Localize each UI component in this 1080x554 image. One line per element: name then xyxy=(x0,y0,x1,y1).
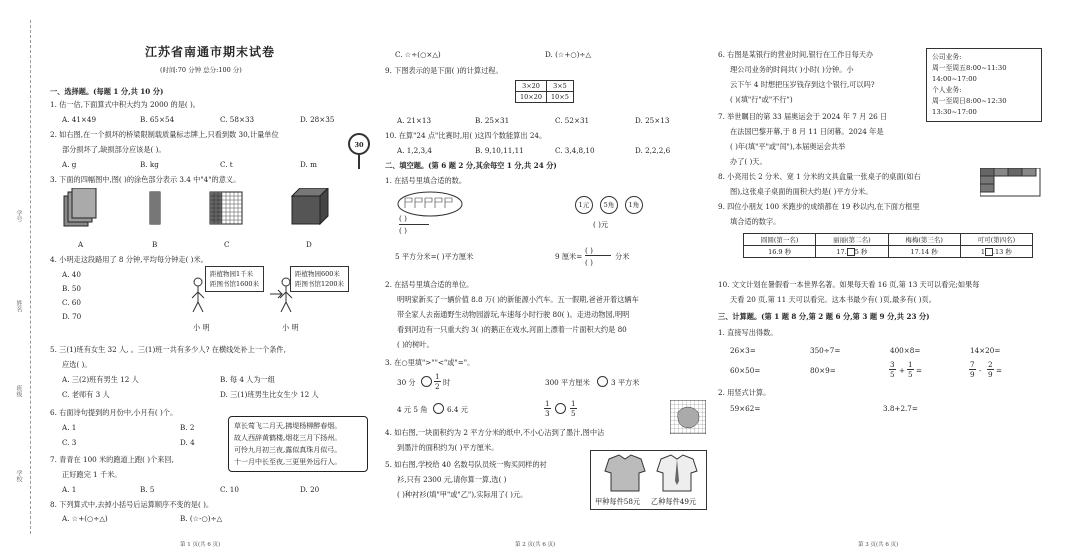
q2-d: D. m xyxy=(300,160,317,169)
shirt-a xyxy=(605,455,645,491)
q2: 2. 如右图,在一个损坏的桥梁限制载质量标志牌上,只看到数 30,计量单位 xyxy=(50,130,279,139)
frac1-a-num: 3 xyxy=(890,360,895,369)
poem-box xyxy=(228,416,368,472)
bank-line-1: 公司业务: xyxy=(932,53,962,61)
f5-line3: ( )种衬衫(填"甲"或"乙"),实际用了( )元。 xyxy=(397,490,528,499)
q10-c: C. 3,4,8,10 xyxy=(555,146,595,155)
page-subtitle: (时间:70 分钟 总分:100 分) xyxy=(160,66,242,74)
xiaoming-label-1: 小 明 xyxy=(193,323,210,332)
f7: 7. 举世瞩目的第 33 届奥运会于 2024 年 7 月 26 日 xyxy=(718,112,888,121)
f1: 1. 在括号里填合适的数。 xyxy=(385,176,467,185)
poem-line-4: 十一月中长至夜,三更里外远行人。 xyxy=(234,458,342,466)
q6: 6. 右面诗句提到的月份中,小月有( )个。 xyxy=(50,408,178,417)
f4-line2: 到墨汁的面积约为( )平方厘米。 xyxy=(397,443,499,452)
calc-1: 26×3= xyxy=(730,346,756,355)
shirt-panel xyxy=(590,450,707,510)
q2-c: C. t xyxy=(220,160,233,169)
q3-label-a: A xyxy=(78,240,84,249)
compare-circle-3[interactable] xyxy=(433,403,444,414)
f7-line4: 办了( )天。 xyxy=(730,157,767,166)
q1-a: A. 41×49 xyxy=(62,115,97,124)
load-limit-sign: 30 xyxy=(348,133,370,155)
f1-c-den: ( ) xyxy=(585,258,593,267)
f3-a-unit: 时 xyxy=(443,378,451,387)
q8-c: C. ☆÷(○×△) xyxy=(395,50,441,59)
race-val-4[interactable]: 1 .13 秒 xyxy=(960,246,1032,258)
page-title: 江苏省南通市期末试卷 xyxy=(145,45,276,59)
q7-c: C. 10 xyxy=(220,485,239,494)
page-footer-1: 第 1 页(共 6 页) xyxy=(180,542,221,548)
q6-b: B. 2 xyxy=(180,423,195,432)
compare-circle-4[interactable] xyxy=(555,403,566,414)
c2-a: 59×62= xyxy=(730,404,761,413)
q7-a: A. 1 xyxy=(62,485,77,494)
q8-a: A. ☆+(○÷△) xyxy=(62,514,108,523)
sign-end: 距植物园600米 距图书馆1200米 xyxy=(290,266,349,292)
q9-d: D. 25×13 xyxy=(635,116,670,125)
race-head-4: 可可(第四名) xyxy=(960,234,1032,246)
binding-line xyxy=(30,20,31,534)
f5-line2: 衫,只有 2300 元,请你算一算,选( ) xyxy=(397,475,507,484)
sign-start: 距植物园1千米 距图书馆1600米 xyxy=(205,266,264,292)
q4-b: B. 50 xyxy=(62,284,81,293)
calc-4: 14×20= xyxy=(970,346,1001,355)
sign-pole xyxy=(358,155,360,169)
q7-line2: 正好跑完 1 千米。 xyxy=(62,470,122,479)
q10-d: D. 2,2,2,6 xyxy=(635,146,671,155)
f8: 8. 小亮用长 2 分米、宽 1 分米的文具盒量一张桌子的桌面(如右 xyxy=(718,172,921,181)
f3-b: 300 平方厘米 xyxy=(545,378,590,387)
f3-b-right: 3 平方米 xyxy=(611,378,640,387)
shirts-figure xyxy=(591,451,708,495)
q8-d: D. (☆+○)÷△ xyxy=(545,50,591,59)
f10-line2: 天看 20 页,第 11 天可以看完。这本书最少有( )页,最多有( )页。 xyxy=(730,295,936,304)
flag-fraction-bar xyxy=(399,224,429,225)
q8-b: B. (☆-○)÷△ xyxy=(180,514,223,523)
label-student-id: 学号 xyxy=(15,210,22,222)
q6-c: C. 3 xyxy=(62,438,77,447)
q2-a: A. g xyxy=(62,160,77,169)
q5-b: B. 每 4 人为一组 xyxy=(220,375,275,384)
bank-line-2: 周一至周五8:00~11:30 xyxy=(932,64,1007,72)
q9-b: B. 25×31 xyxy=(475,116,510,125)
f2-line2: 带全家人去南通野生动物园游玩,车速每小时行驶 80( )。走进动物园,明明 xyxy=(397,310,630,319)
f6-line3: 云下午 4 时想把压岁钱存到这个银行,可以吗? xyxy=(730,80,875,89)
f7-line3: ( )年(填"平"或"闰"),本届奥运会共举 xyxy=(730,142,846,151)
q1-c: C. 58×33 xyxy=(220,115,255,124)
f9: 9. 四位小朋友 100 米跑步的成绩都在 19 秒以内,在下面方框里 xyxy=(718,202,920,211)
f5: 5. 如右图,学校给 40 名数号队员统一购买同样的衬 xyxy=(385,460,547,469)
section-choice: 一、选择题。(每题 1 分,共 10 分) xyxy=(50,87,164,96)
q8: 8. 下列算式中,去掉小括号后运算顺序不变的是( )。 xyxy=(50,500,214,509)
xiaoming-label-2: 小 明 xyxy=(282,323,299,332)
bank-line-6: 13:30~17:00 xyxy=(932,108,977,116)
f1-c: 9 厘米= xyxy=(555,252,583,261)
frac-right-den: 5 xyxy=(571,409,576,418)
binding-strip xyxy=(0,0,46,554)
calc-3: 400×8= xyxy=(890,346,921,355)
flag-blank-1: ( ) xyxy=(399,214,407,223)
figure-a-cubes xyxy=(64,188,96,226)
f2: 2. 在括号里填合适的单位。 xyxy=(385,280,474,289)
q9-a: A. 21×13 xyxy=(397,116,432,125)
calc-2: 350÷7= xyxy=(810,346,841,355)
walking-figures xyxy=(190,274,300,320)
f3-c: 4 元 5 角 xyxy=(397,405,428,414)
figure-d-cube xyxy=(292,188,328,224)
q2-line2: 部分损坏了,缺损部分应该是( )。 xyxy=(62,145,166,154)
bank-line-5: 周一至周日8:00~12:30 xyxy=(932,97,1007,105)
shirt-b xyxy=(657,455,697,491)
race-val-3: 17.14 秒 xyxy=(888,246,960,258)
frac2-op: - xyxy=(979,366,982,375)
frac2-eq: = xyxy=(996,366,1003,375)
frac1-eq: = xyxy=(916,366,923,375)
q2-b: B. kg xyxy=(140,160,159,169)
q3-label-b: B xyxy=(152,240,158,249)
section-calc: 三、计算题。(第 1 题 8 分,第 2 题 6 分,第 3 题 9 分,共 23 分) xyxy=(718,312,930,321)
q1: 1. 估一估,下面算式中积大约为 2000 的是( )。 xyxy=(50,100,200,109)
q10: 10. 在算"24 点"比赛时,用( )这四个数能算出 24。 xyxy=(385,131,547,140)
figure-c-grid xyxy=(210,192,242,224)
c1: 1. 直接写出得数。 xyxy=(718,328,778,337)
f7-line2: 在法国巴黎开幕,于 8 月 11 日闭幕。2024 年是 xyxy=(730,127,884,136)
coin-1yuan: 1元 xyxy=(575,196,593,214)
race-head-2: 丽丽(第二名) xyxy=(816,234,888,246)
f3-a-frac-num: 1 xyxy=(435,372,440,381)
c2: 2. 用竖式计算。 xyxy=(718,388,771,397)
f1-c-num: ( ) xyxy=(585,246,593,255)
race-val-1: 16.9 秒 xyxy=(744,246,816,258)
frac2-b-num: 2 xyxy=(988,360,993,369)
f6: 6. 右图是某银行的营业时间,银行在工作日每天办 xyxy=(718,50,874,59)
label-name: 姓名 xyxy=(15,300,22,312)
page-2 xyxy=(385,30,707,548)
q9-c: C. 52×31 xyxy=(555,116,590,125)
f6-line4: ( )(填"行"或"不行") xyxy=(730,95,793,104)
f2-line3: 看到河边有一只重大约 3( )的鹅正在戏水,河面上漂着一片面积大约是 80 xyxy=(397,325,627,334)
calc-6: 80×9= xyxy=(810,366,836,375)
race-val-2[interactable]: 17. 5 秒 xyxy=(816,246,888,258)
q7: 7. 青青在 100 米的跑道上跑( )个来回, xyxy=(50,455,174,464)
q9-table: 3×20 3×5 10×20 10×5 xyxy=(515,80,574,103)
q4: 4. 小明走这段路用了 8 分钟,平均每分钟走( )米。 xyxy=(50,255,208,264)
q1-b: B. 65×54 xyxy=(140,115,175,124)
q6-d: D. 4 xyxy=(180,438,195,447)
f3-c-right: 6.4 元 xyxy=(447,405,468,414)
page-footer-2: 第 2 页(共 6 页) xyxy=(515,542,556,548)
q3-label-c: C xyxy=(224,240,230,249)
f1-b: 5 平方分米=( )平方厘米 xyxy=(395,252,474,261)
race-head-3: 梅梅(第三名) xyxy=(888,234,960,246)
frac2-a-num: 7 xyxy=(970,360,975,369)
ink-grid-figure xyxy=(670,400,706,434)
poem-line-2: 故人西辞黄鹤楼,烟花三月下扬州。 xyxy=(234,434,342,442)
q10-b: B. 9,10,11,11 xyxy=(475,146,524,155)
f2-line1: 明明家新买了一辆价值 8.8 万( )的新能源小汽车。五一假期,爸爸开着这辆车 xyxy=(397,295,639,304)
q5-line2: 应选( )。 xyxy=(62,360,92,369)
coin-yuan-blank: ( )元 xyxy=(593,220,609,229)
poem-line-3: 可怜九月初三夜,露似真珠月似弓。 xyxy=(234,446,342,454)
q3-label-d: D xyxy=(306,240,312,249)
bank-hours-box xyxy=(926,48,1042,122)
q5: 5. 三(1)班有女生 32 人, 。三(1)班一共有多少人? 在横线处补上一个条件, xyxy=(50,345,286,354)
q5-d: D. 三(1)班男生比女生少 12 人 xyxy=(220,390,319,399)
q7-b: B. 5 xyxy=(140,485,155,494)
race-head-1: 圆圆(第一名) xyxy=(744,234,816,246)
desk-figure xyxy=(980,168,1042,198)
frac1-b-num: 1 xyxy=(908,360,913,369)
f8-line2: 图),这张桌子桌面的面积大约是( )平方分米。 xyxy=(730,187,873,196)
f1-c-bar xyxy=(585,255,611,256)
race-table xyxy=(743,233,1033,258)
q6-a: A. 1 xyxy=(62,423,77,432)
q4-d: D. 70 xyxy=(62,312,82,321)
coin-5jiao: 5角 xyxy=(600,196,618,214)
flag-blank-2: ( ) xyxy=(399,226,407,235)
compare-circle-1[interactable] xyxy=(421,376,432,387)
compare-circle-2[interactable] xyxy=(597,376,608,387)
frac2-b-den: 9 xyxy=(988,370,993,379)
q5-a: A. 三(2)班有男生 12 人 xyxy=(62,375,139,384)
q3-figures xyxy=(60,188,350,240)
label-school: 学校 xyxy=(15,470,22,482)
frac-right-num: 1 xyxy=(571,399,576,408)
frac-left-num: 1 xyxy=(545,399,550,408)
f3: 3. 在○里填">""<"或"="。 xyxy=(385,358,475,367)
q9: 9. 下图表示的是下面( )的计算过程。 xyxy=(385,66,503,75)
f3-a-frac-den: 2 xyxy=(435,382,440,391)
page-1 xyxy=(50,30,372,548)
f2-line4: ( )的树叶。 xyxy=(397,340,434,349)
q10-a: A. 1,2,3,4 xyxy=(397,146,432,155)
f4: 4. 如右图,一块面积约为 2 平方分米的纸中,不小心沾到了墨汁,图中沾 xyxy=(385,428,605,437)
f1-c-unit: 分米 xyxy=(615,252,630,261)
shirt-b-price: 乙种每件49元 xyxy=(651,497,697,506)
f9-line2: 填合适的数字。 xyxy=(730,217,781,226)
q1-d: D. 28×35 xyxy=(300,115,335,124)
frac1-op: + xyxy=(899,366,906,375)
frac-left-den: 3 xyxy=(545,409,550,418)
f3-a: 30 分 xyxy=(397,378,416,387)
q7-d: D. 20 xyxy=(300,485,320,494)
f10: 10. 文文计划在暑假看一本世界名著。如果每天看 16 页,第 13 天可以看完;如果每 xyxy=(718,280,980,289)
label-class: 班级 xyxy=(15,385,22,397)
figure-b-strip xyxy=(150,192,160,224)
bank-line-3: 14:00~17:00 xyxy=(932,75,977,83)
f6-line2: 理公司业务的时间共( )小时( )分钟。小 xyxy=(730,65,854,74)
q4-a: A. 40 xyxy=(62,270,81,279)
poem-line-1: 草长莺飞二月天,拂堤杨柳醉春烟。 xyxy=(234,422,342,430)
section-fill: 二、填空题。(第 6 题 2 分,其余每空 1 分,共 24 分) xyxy=(385,161,557,170)
shirt-a-price: 甲种每件58元 xyxy=(595,497,641,506)
calc-5: 60×50= xyxy=(730,366,761,375)
frac1-b-den: 5 xyxy=(908,370,913,379)
frac2-a-den: 9 xyxy=(970,370,975,379)
coin-1jiao: 1角 xyxy=(625,196,643,214)
c2-b: 3.8+2.7= xyxy=(883,404,918,413)
frac1-a-den: 5 xyxy=(890,370,895,379)
bank-line-4: 个人业务: xyxy=(932,86,962,94)
q5-c: C. 老师有 3 人 xyxy=(62,390,110,399)
q4-c: C. 60 xyxy=(62,298,81,307)
page-footer-3: 第 3 页(共 6 页) xyxy=(858,542,899,548)
page-3 xyxy=(718,30,1048,548)
q3: 3. 下面的四幅图中,图( )的涂色部分表示 3.4 中"4"的意义。 xyxy=(50,175,241,184)
